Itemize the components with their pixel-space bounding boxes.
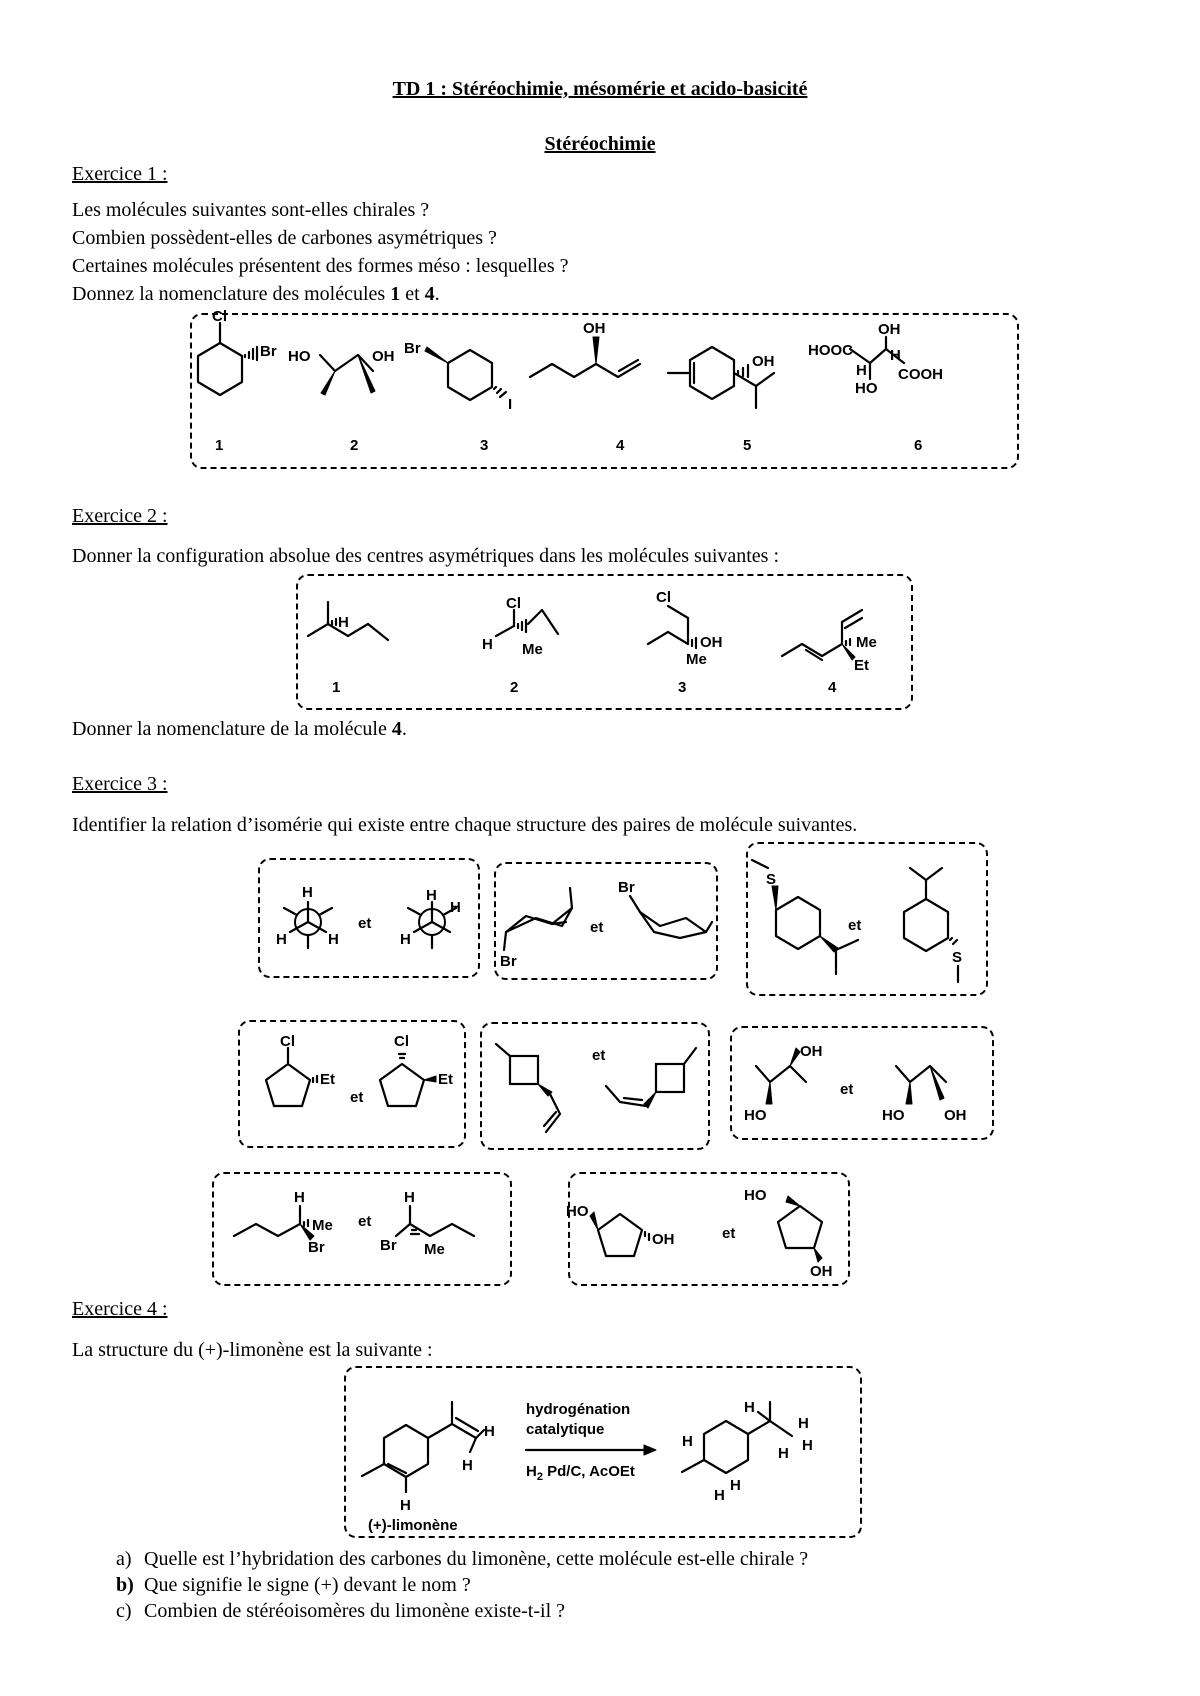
m1-cl: Cl: [212, 308, 227, 325]
ex1-label-4: 4: [616, 437, 625, 454]
p4-ring-1: [266, 1064, 310, 1106]
ex2-ref-4: 4: [391, 718, 402, 740]
limonene-cc: [452, 1424, 476, 1438]
chair-2: [640, 912, 706, 938]
chair-1: [506, 908, 572, 932]
ex1-line-2: Combien possèdent-elles de carbones asymétriques ?: [72, 227, 497, 249]
chair-1-br-bond: [504, 932, 506, 950]
ex1-label-1: 1: [215, 437, 224, 454]
product-h-2: H: [798, 1415, 809, 1432]
e2m3-cl: Cl: [656, 589, 671, 606]
p6-oh-2: OH: [944, 1107, 967, 1124]
ex2-after-dot: .: [401, 718, 407, 740]
p6-oh-wedge-1: [790, 1048, 800, 1066]
question-b: [116, 1572, 808, 1598]
p6-ho-wedge-1: [766, 1082, 772, 1104]
p4-et-hash-1: [313, 1076, 317, 1082]
m3-i: I: [508, 396, 513, 413]
product-h-bond: [758, 1412, 770, 1421]
p3-ipr-1: [836, 940, 858, 950]
arrow-label-2: catalytique: [526, 1421, 605, 1438]
ex2-label-1: 1: [332, 679, 341, 696]
p5-me-2: [684, 1048, 696, 1064]
limonene-h-3: H: [400, 1497, 411, 1514]
p8-ring-2: [778, 1206, 822, 1248]
p7-me-hash-1: [304, 1220, 308, 1226]
product-h-1: H: [744, 1399, 755, 1416]
reaction-arrow-head: [644, 1445, 656, 1455]
chair-1-br: Br: [500, 953, 517, 970]
pair-2-et: et: [590, 919, 604, 936]
limonene-methyl: [362, 1464, 384, 1476]
pair-1-et: et: [358, 915, 372, 932]
e2m4-me: Me: [856, 634, 877, 651]
question-a: [116, 1546, 808, 1572]
ex1-line-4-text: Donnez la nomenclature des molécules: [72, 283, 391, 305]
question-c-text: Combien de stéréoisomères du limonène existe-t-il ?: [144, 1600, 565, 1622]
p4-et-2: Et: [438, 1071, 453, 1088]
limonene-h-2: H: [462, 1457, 473, 1474]
product-ipr-bond: [748, 1421, 770, 1434]
e2m1-h: H: [338, 614, 349, 631]
p7-me-2: Me: [424, 1241, 445, 1258]
question-c: [116, 1598, 808, 1624]
ex1-dot: .: [434, 283, 440, 305]
product-ipr-c: [770, 1421, 792, 1436]
limonene-isopropenyl: [428, 1424, 452, 1438]
limonene-name: (+)-limonène: [368, 1517, 458, 1534]
question-b-mark: b): [116, 1574, 134, 1596]
p6-oh-wedge-2: [930, 1066, 944, 1100]
p3-s-hash: [950, 938, 957, 944]
p7-h-1: H: [294, 1189, 305, 1206]
p4-cl-hash-2: [399, 1054, 405, 1058]
chair-1-me: [570, 888, 572, 908]
m1-br: Br: [260, 343, 277, 360]
ex3-intro: Identifier la relation d’isomérie qui existe entre chaque structure des paires de molécule suivantes.: [72, 814, 858, 836]
newman-1-h-top: H: [302, 884, 313, 901]
pair-4-et: et: [350, 1089, 364, 1106]
p5-propenyl-2: [606, 1086, 646, 1106]
p8-ho-2: HO: [744, 1187, 767, 1204]
p3-s-wedge: [772, 886, 778, 910]
product-h-6: H: [730, 1477, 741, 1494]
ex2-label-4: 4: [828, 679, 837, 696]
pair-3-et: et: [848, 917, 862, 934]
newman-2-h-right: H: [450, 899, 461, 916]
m6-oh: OH: [878, 321, 901, 338]
ex2-intro: Donner la configuration absolue des centres asymétriques dans les molécules suivantes :: [72, 545, 780, 567]
ex1-label-5: 5: [743, 437, 752, 454]
e2m3-me: Me: [686, 651, 707, 668]
exercise-1-heading: Exercice 1 :: [72, 163, 168, 185]
p8-oh-wedge-2: [814, 1248, 822, 1262]
p8-ho-wedge-2: [786, 1196, 800, 1206]
ex1-ref-4: 4: [424, 283, 435, 305]
limonene-h2-bond: [470, 1438, 476, 1452]
newman-2-h-top: H: [426, 887, 437, 904]
ex1-label-3: 3: [480, 437, 489, 454]
p6-chain-1: [756, 1066, 806, 1082]
e2m2-me: Me: [522, 641, 543, 658]
p7-br-2: Br: [380, 1237, 397, 1254]
question-c-mark: c): [116, 1600, 132, 1622]
p5-ring-2: [656, 1064, 684, 1092]
p6-ho-1: HO: [744, 1107, 767, 1124]
m4-oh: OH: [583, 320, 606, 337]
arrow-reagent-h: $H_2$ Pd/C, AcOEt: [526, 1463, 635, 1483]
p4-et-1: Et: [320, 1071, 335, 1088]
p8-ho-1: HO: [566, 1203, 589, 1220]
question-a-mark: a): [116, 1548, 132, 1570]
p5-double-1: [544, 1112, 556, 1126]
m6-h-2: H: [890, 347, 901, 364]
product-h-4: H: [778, 1445, 789, 1462]
pair-7-et: et: [358, 1213, 372, 1230]
product-h-3: H: [802, 1437, 813, 1454]
arrow-label-1: hydrogénation: [526, 1401, 631, 1418]
newman-2: [408, 902, 456, 948]
ex1-and: et: [400, 283, 425, 305]
p3-s-2: S: [952, 949, 963, 966]
exercise-2-heading: Exercice 2 :: [72, 505, 168, 527]
p3-ipr2-2: [926, 868, 942, 880]
m2-ho: HO: [288, 348, 311, 365]
newman-2-h-left: H: [400, 931, 411, 948]
m6-hooc: HOOC: [808, 342, 853, 359]
m3-br: Br: [404, 340, 421, 357]
p5-propenyl-1: [546, 1094, 560, 1132]
p4-cl-2: Cl: [394, 1033, 409, 1050]
p7-me-hash-2: [411, 1230, 419, 1234]
e2m2-h: H: [482, 636, 493, 653]
p8-oh-hash-1: [645, 1232, 649, 1240]
p3-s-1: S: [766, 871, 777, 888]
limonene-h-1: H: [484, 1423, 495, 1440]
e2m3-oh: OH: [700, 634, 723, 651]
pair-8-et: et: [722, 1225, 736, 1242]
ex4-reaction-drawing: [344, 1366, 862, 1538]
exercise-4-heading: Exercice 4 :: [72, 1298, 168, 1320]
p6-ho-wedge-2: [906, 1082, 912, 1104]
e2m2-cl: Cl: [506, 595, 521, 612]
m6-ho: HO: [855, 380, 878, 397]
p5-double-2: [624, 1098, 642, 1100]
chair-2-br-bond: [630, 896, 640, 912]
p7-chain-1: [234, 1224, 300, 1236]
p3-ring-2: [904, 899, 948, 951]
product-h-7: H: [714, 1487, 725, 1504]
p5-me-1: [496, 1044, 510, 1056]
p8-oh-1: OH: [652, 1231, 675, 1248]
p5-ring-1: [510, 1056, 538, 1084]
p4-ring-2: [380, 1064, 424, 1106]
m6-h-1: H: [856, 362, 867, 379]
ex2-after-text: Donner la nomenclature de la molécule: [72, 718, 392, 740]
product-methyl: [682, 1460, 704, 1472]
p7-h-2: H: [404, 1189, 415, 1206]
p7-me-1: Me: [312, 1217, 333, 1234]
pair-6-et: et: [840, 1081, 854, 1098]
newman-1: [284, 902, 332, 948]
m6-cooh: COOH: [898, 366, 943, 383]
p7-br-bond-2: [396, 1224, 410, 1236]
p6-ho-2: HO: [882, 1107, 905, 1124]
product-h-5: H: [682, 1433, 693, 1450]
pair-5-et: et: [592, 1047, 606, 1064]
document-title: TD 1 : Stéréochimie, mésomérie et acido-basicité: [392, 78, 808, 100]
e2m4-et: Et: [854, 657, 869, 674]
m2-oh: OH: [372, 348, 395, 365]
p8-ho-wedge-1: [590, 1212, 598, 1230]
ex1-line-3: Certaines molécules présentent des formes méso : lesquelles ?: [72, 255, 569, 277]
product-ring: [704, 1421, 748, 1473]
p3-ring-1: [776, 897, 820, 949]
ex1-label-2: 2: [350, 437, 359, 454]
p6-oh-1: OH: [800, 1043, 823, 1060]
p3-ipr2-1: [910, 868, 926, 880]
limonene-ring: [384, 1425, 428, 1477]
ex2-label-3: 3: [678, 679, 687, 696]
question-a-text: Quelle est l’hybridation des carbones du limonène, cette molécule est-elle chirale ?: [144, 1548, 809, 1570]
question-b-text: Que signifie le signe (+) devant le nom ?: [144, 1574, 471, 1596]
ex4-questions: [116, 1546, 808, 1624]
ex1-label-6: 6: [914, 437, 923, 454]
p4-cl-1: Cl: [280, 1033, 295, 1050]
ex4-intro: La structure du (+)-limonène est la suivante :: [72, 1339, 433, 1361]
ex2-label-2: 2: [510, 679, 519, 696]
p4-et-wedge-2: [424, 1076, 436, 1082]
chair-2-me: [706, 922, 712, 932]
p3-sme: [752, 860, 768, 868]
ex1-ref-1: 1: [390, 283, 401, 305]
p8-oh-2: OH: [810, 1263, 833, 1280]
newman-1-h-right: H: [328, 931, 339, 948]
ex1-line-1: Les molécules suivantes sont-elles chirales ?: [72, 199, 430, 221]
newman-1-h-left: H: [276, 931, 287, 948]
section-title: Stéréochimie: [544, 133, 656, 155]
p6-chain-2: [896, 1066, 946, 1082]
chair-2-br: Br: [618, 879, 635, 896]
m5-oh: OH: [752, 353, 775, 370]
p8-ring-1: [598, 1214, 642, 1256]
exercise-3-heading: Exercice 3 :: [72, 773, 168, 795]
p7-br-1: Br: [308, 1239, 325, 1256]
